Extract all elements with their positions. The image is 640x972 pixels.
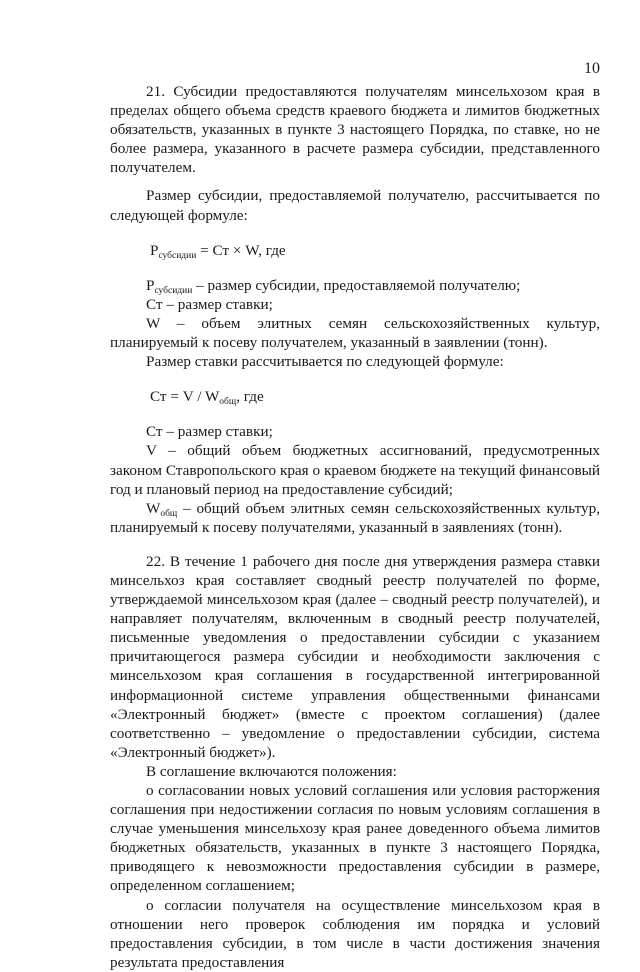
definition-w-total: [110, 499, 600, 537]
provision-1: о согласовании новых условий соглашения или условия расторжения соглашения при недостижении согласия по новым условиям соглашения в случае уменьшения минсельхозу края ранее доведенного объема лимитов бюджетных обязательств, указанных в пункте 3 настоящего Порядка, приводящего к невозможности предоставления субсидии в размере, определенном соглашением;: [110, 782, 600, 895]
def-p-symbol: P: [146, 276, 155, 294]
definition-w: W – объем элитных семян сельскохозяйственных культур, планируемый к посеву получателем, указанный в заявлении (тонн).: [110, 314, 600, 352]
rate-formula-subscript: общ: [219, 397, 237, 408]
definition-v: V – общий объем бюджетных ассигнований, предусмотренных законом Ставропольского края о краевом бюджете на текущий финансовый год и плановый период на предоставление субсидий;: [110, 442, 600, 498]
section-21-intro: 21. Субсидии предоставляются получателям минсельхозом края в пределах общего объема средств краевого бюджета и лимитов бюджетных обязательств, указанных в пункте 3 настоящего Порядка, по ставке, но не более размера, указанного в расчете размера субсидии, представленного получателем.: [110, 83, 600, 177]
rate-formula-lhs: Ст = V / W: [150, 388, 220, 406]
def-p-subscript: субсидии: [154, 285, 193, 296]
rate-formula-rhs: , где: [236, 388, 264, 406]
definition-p-subsidy: [110, 276, 600, 295]
formula-p-symbol: P: [150, 241, 159, 259]
document-body: [110, 82, 600, 972]
def-wobsh-text: – общий объем элитных семян сельскохозяйственных культур, планируемый к посеву получателями, указанный в заявлениях (тонн).: [110, 499, 600, 536]
formula-rhs: = Ст × W, где: [196, 241, 286, 259]
subsidy-formula: [110, 241, 600, 260]
def-wobsh-subscript: общ: [160, 508, 178, 519]
section-22-main: 22. В течение 1 рабочего дня после дня утверждения размера ставки минсельхоз края составляет сводный реестр получателей по форме, утверждаемой минсельхозом края (далее – сводный реестр получателей), и направляет получателям, включенным в сводный реестр получателей, письменные уведомления о предоставлении субсидии с указанием причитающегося размера субсидии и необходимости заключения с минсельхозом края соглашения в государственной интегрированной информационной системе управления общественными финансами «Электронный бюджет» (вместе с проектом соглашения) (далее соответственно – уведомление о предоставлении субсидии, система «Электронный бюджет»).: [110, 552, 600, 761]
rate-formula-intro: Размер ставки рассчитывается по следующей формуле:: [146, 353, 504, 371]
def-p-text: – размер субсидии, предоставляемой получателю;: [192, 276, 521, 294]
definition-st-2: Ст – размер ставки;: [146, 423, 273, 441]
rate-formula: [110, 387, 600, 406]
definition-st: Ст – размер ставки;: [146, 295, 273, 313]
provision-2: о согласии получателя на осуществление минсельхозом края в отношении него проверок соблюдения им порядка и условий предоставления субсидии, в том числе в части достижения значения результата предоставления: [110, 896, 600, 971]
provisions-intro: В соглашение включаются положения:: [146, 762, 397, 780]
formula-p-subscript: субсидии: [158, 250, 197, 261]
page-number: 10: [584, 60, 600, 77]
def-wobsh-symbol: W: [146, 499, 161, 517]
calc-formula-intro: Размер субсидии, предоставляемой получателю, рассчитывается по следующей формуле:: [110, 187, 600, 224]
